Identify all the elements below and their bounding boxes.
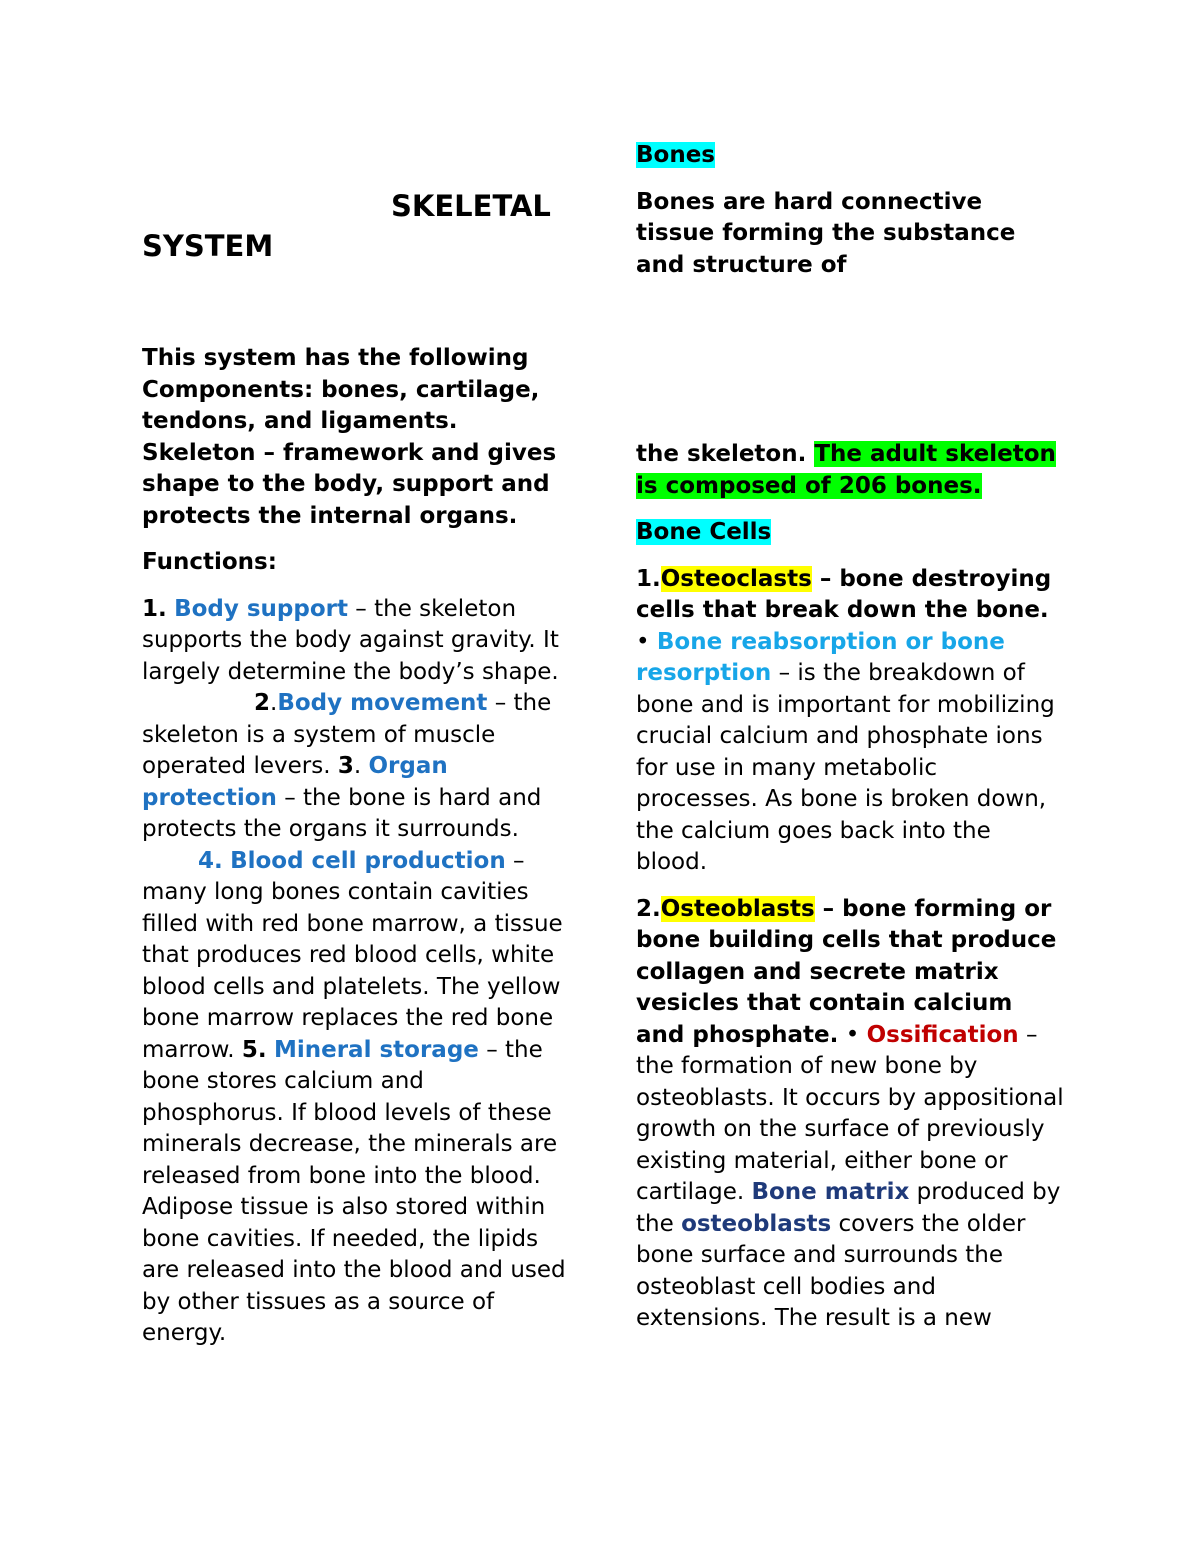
title-line-2: SYSTEM: [142, 229, 274, 263]
function-4-number: 4.: [198, 847, 223, 874]
function-5-number: 5.: [241, 1036, 267, 1063]
function-1-number: 1.: [142, 595, 167, 622]
skeleton-text: the skeleton.: [636, 441, 815, 467]
function-3-text: – the bone is hard and protects the organs it surrounds.: [142, 784, 542, 842]
bone-cells-heading: [636, 517, 1066, 549]
functions-heading: Functions:: [142, 549, 277, 575]
ossification-text: – the formation of new bone by osteoblasts. It occurs by appositional growth on the surface of previously existing material, either bone or cartilage.: [636, 1021, 1064, 1205]
function-4-text: – many long bones contain cavities filled with red bone marrow, a tissue that produces red blood cells, white blood cells and platelets. The yellow bone marrow replaces the red bone marrow.: [142, 847, 563, 1063]
osteoclasts-paragraph: [636, 564, 1066, 879]
osteoblasts-definition: – bone forming or bone building cells that produce collagen and secrete matrix vesicles that contain calcium and phosphate.: [636, 895, 1057, 1048]
function-3-dot: .: [353, 753, 369, 779]
function-5-text: – the bone stores calcium and phosphorus. If blood levels of these minerals decrease, the minerals are released from bone into the blood. Adipose tissue is also stored within bone cavities. If needed, the lipids are released into the blood and used by other tissues as a source of energy.: [142, 1036, 566, 1346]
bullet: •: [636, 628, 657, 655]
bullet: •: [845, 1021, 867, 1048]
osteoclasts-definition: – bone destroying cells that break down the bone.: [636, 565, 1052, 623]
resorption-term: Bone reabsorption or bone resorption: [636, 628, 1005, 686]
functions-list: [142, 594, 567, 1350]
osteoblasts-paragraph: [636, 894, 1066, 1335]
bone-matrix-term: Bone matrix: [751, 1179, 910, 1205]
function-3-term: Organ protection: [142, 753, 448, 811]
osteoblasts-inline-term: osteoblasts: [681, 1210, 832, 1237]
osteoblasts-term: Osteoblasts: [660, 895, 815, 922]
left-column: [142, 186, 567, 1350]
right-column: [636, 140, 1066, 1335]
bones-heading-text: Bones: [636, 142, 715, 168]
bone-cells-heading-text: Bone Cells: [636, 519, 772, 545]
function-2-text: – the skeleton is a system of muscle operated levers.: [142, 690, 552, 779]
bone-matrix-text-2: covers the older bone surface and surrounds the osteoblast cell bodies and extensions. The result is a new: [636, 1210, 1026, 1331]
bones-definition: Bones are hard connective tissue forming the substance and structure of: [636, 188, 1016, 278]
function-5-term: Mineral storage: [273, 1036, 479, 1063]
resorption-text: – is the breakdown of bone and is important for mobilizing crucial calcium and phosphate ions for use in many metabolic processes. As bone is broken down, the calcium goes back into the blood.: [636, 660, 1055, 875]
function-2-dot: .: [270, 690, 278, 716]
function-2-term: Body movement: [277, 690, 488, 716]
function-1-text: – the skeleton supports the body against gravity. It largely determine the body’s shape.: [142, 595, 559, 685]
ossification-term: Ossification: [866, 1021, 1019, 1048]
intro-paragraph: This system has the following Components: bones, cartilage, tendons, and ligaments. Skeleton – framework and gives shape to the body, support and protects the internal organs.: [142, 345, 557, 529]
function-4-term: Blood cell production: [230, 847, 506, 874]
page-title: [142, 186, 567, 266]
osteoclasts-term: Osteoclasts: [660, 565, 812, 592]
title-line-1: SKELETAL: [391, 189, 551, 223]
bones-heading: [636, 140, 1066, 172]
bone-matrix-text-1: produced by the: [636, 1179, 1061, 1237]
cell-2-number: 2.: [636, 895, 661, 922]
function-2-number: 2: [254, 690, 271, 716]
cell-1-number: 1.: [636, 565, 661, 592]
function-3-number: 3: [337, 753, 354, 779]
adult-skeleton-highlight: The adult skeleton is composed of 206 bones.: [636, 441, 1056, 499]
adult-skeleton-paragraph: [636, 439, 1066, 502]
function-1-term: Body support: [174, 595, 348, 622]
